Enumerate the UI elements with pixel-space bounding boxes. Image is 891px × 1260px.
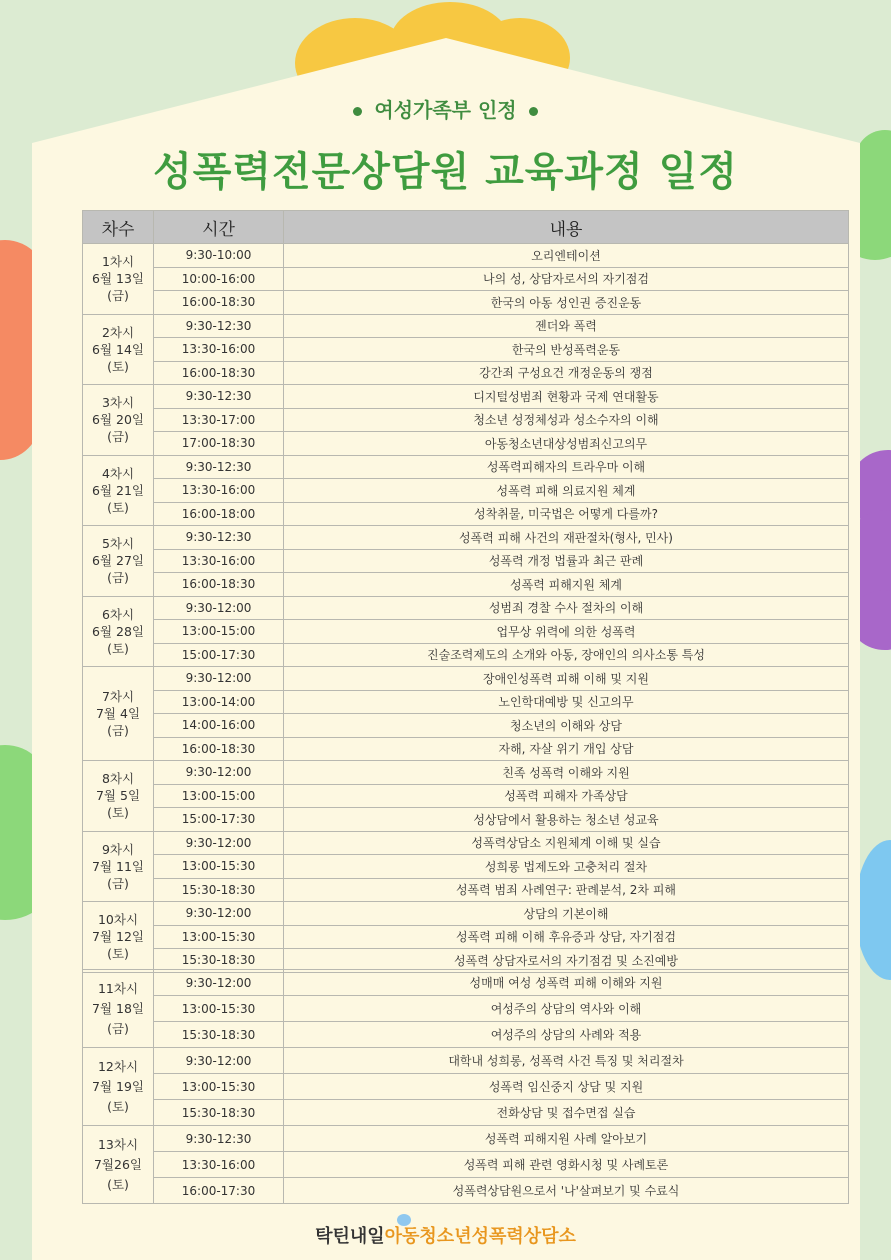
time-cell: 9:30-12:30 <box>154 1126 284 1152</box>
table-row <box>83 761 849 785</box>
session-name: 9차시 <box>101 841 135 857</box>
table-row <box>83 479 849 503</box>
time-cell: 13:30-16:00 <box>154 1152 284 1178</box>
session-day: (토) <box>107 1176 129 1192</box>
table-row <box>83 878 849 902</box>
table-row <box>83 291 849 315</box>
content-cell: 디지털성범죄 현황과 국제 연대활동 <box>284 385 849 409</box>
content-cell: 성폭력 피해지원 사례 알아보기 <box>284 1126 849 1152</box>
content-cell: 아동청소년대상성범죄신고의무 <box>284 432 849 456</box>
session-cell <box>83 667 154 761</box>
content-cell: 성매매 여성 성폭력 피해 이해와 지원 <box>284 970 849 996</box>
session-cell <box>83 1048 154 1126</box>
session-cell <box>83 902 154 973</box>
table-row <box>83 573 849 597</box>
table-row <box>83 314 849 338</box>
content-cell: 장애인성폭력 피해 이해 및 지원 <box>284 667 849 691</box>
table-row <box>83 385 849 409</box>
session-name: 4차시 <box>101 465 135 481</box>
header-time: 시간 <box>154 211 284 244</box>
session-name: 12차시 <box>97 1058 139 1074</box>
table-row <box>83 784 849 808</box>
content-cell: 여성주의 상담의 사례와 적용 <box>284 1022 849 1048</box>
table-row <box>83 643 849 667</box>
session-date: 7월 19일 <box>92 1078 144 1094</box>
session-day: (금) <box>107 723 129 738</box>
content-cell: 성착취물, 미국법은 어떻게 다를까? <box>284 502 849 526</box>
session-cell <box>83 244 154 315</box>
session-day: (금) <box>107 570 129 586</box>
session-day: (토) <box>107 358 129 374</box>
table-row <box>83 925 849 949</box>
content-cell: 전화상담 및 접수면접 실습 <box>284 1100 849 1126</box>
session-name: 3차시 <box>101 395 135 411</box>
session-name: 6차시 <box>101 606 135 622</box>
session-date: 6월 28일 <box>92 623 144 639</box>
table-row <box>83 831 849 855</box>
logo-mark-icon <box>397 1214 411 1226</box>
content-cell: 성폭력상담원으로서 '나'살펴보기 및 수료식 <box>284 1178 849 1204</box>
header-content: 내용 <box>284 211 849 244</box>
table-row <box>83 1126 849 1152</box>
content-cell: 성폭력 범죄 사례연구: 판례분석, 2차 피해 <box>284 878 849 902</box>
time-cell: 13:30-16:00 <box>154 338 284 362</box>
time-cell: 9:30-12:00 <box>154 831 284 855</box>
time-cell: 9:30-12:00 <box>154 902 284 926</box>
session-day: (금) <box>107 288 129 304</box>
time-cell: 13:00-15:00 <box>154 784 284 808</box>
time-cell: 17:00-18:30 <box>154 432 284 456</box>
session-day: (토) <box>107 499 129 515</box>
table-row <box>83 714 849 738</box>
content-cell: 한국의 반성폭력운동 <box>284 338 849 362</box>
content-cell: 성폭력 피해지원 체계 <box>284 573 849 597</box>
content-cell: 여성주의 상담의 역사와 이해 <box>284 996 849 1022</box>
time-cell: 9:30-12:30 <box>154 526 284 550</box>
logo-text-part2: 아동청소년성폭력상담소 <box>384 1226 576 1247</box>
time-cell: 13:30-16:00 <box>154 479 284 503</box>
logo-text-part1: 탁틴내일 <box>315 1226 385 1247</box>
session-date: 6월 13일 <box>92 271 144 287</box>
time-cell: 9:30-12:00 <box>154 761 284 785</box>
header-session: 차수 <box>83 211 154 244</box>
session-date: 6월 20일 <box>92 412 144 428</box>
session-date: 6월 27일 <box>92 553 144 569</box>
content-cell: 상담의 기본이해 <box>284 902 849 926</box>
content-cell: 업무상 위력에 의한 성폭력 <box>284 620 849 644</box>
time-cell: 9:30-12:30 <box>154 455 284 479</box>
session-day: (토) <box>107 640 129 656</box>
time-cell: 14:00-16:00 <box>154 714 284 738</box>
session-cell <box>83 970 154 1048</box>
session-day: (금) <box>107 1020 129 1036</box>
time-cell: 15:30-18:30 <box>154 1022 284 1048</box>
session-name: 8차시 <box>101 771 135 787</box>
table-row <box>83 1152 849 1178</box>
time-cell: 13:00-15:00 <box>154 620 284 644</box>
content-cell: 성상담에서 활용하는 청소년 성교육 <box>284 808 849 832</box>
session-day: (토) <box>107 1098 129 1114</box>
table-row <box>83 361 849 385</box>
table-row <box>83 338 849 362</box>
session-cell <box>83 314 154 385</box>
table-row <box>83 996 849 1022</box>
time-cell: 13:00-14:00 <box>154 690 284 714</box>
table-row <box>83 267 849 291</box>
content-cell: 한국의 아동 성인권 증진운동 <box>284 291 849 315</box>
time-cell: 15:30-18:30 <box>154 878 284 902</box>
content-cell: 성폭력 피해 사건의 재판절차(형사, 민사) <box>284 526 849 550</box>
session-date: 7월 18일 <box>92 1000 144 1016</box>
time-cell: 16:00-18:30 <box>154 573 284 597</box>
session-cell <box>83 1126 154 1204</box>
content-cell: 오리엔테이션 <box>284 244 849 268</box>
session-day: (토) <box>107 805 129 821</box>
content-cell: 나의 성, 상담자로서의 자기점검 <box>284 267 849 291</box>
session-cell <box>83 761 154 832</box>
content-cell: 노인학대예방 및 신고의무 <box>284 690 849 714</box>
table-row <box>83 902 849 926</box>
content-cell: 자해, 자살 위기 개입 상담 <box>284 737 849 761</box>
content-cell: 강간죄 구성요건 개정운동의 쟁점 <box>284 361 849 385</box>
subtitle <box>0 94 891 123</box>
time-cell: 15:30-18:30 <box>154 949 284 973</box>
content-cell: 성폭력 상담자로서의 자기점검 및 소진예방 <box>284 949 849 973</box>
table-row <box>83 408 849 432</box>
time-cell: 13:00-15:30 <box>154 1074 284 1100</box>
content-cell: 대학내 성희롱, 성폭력 사건 특징 및 처리절차 <box>284 1048 849 1074</box>
session-cell <box>83 385 154 456</box>
organization-logo <box>0 1222 891 1248</box>
time-cell: 9:30-12:00 <box>154 1048 284 1074</box>
time-cell: 9:30-12:00 <box>154 596 284 620</box>
session-name: 2차시 <box>101 324 135 340</box>
blue-flower-decoration <box>855 840 891 980</box>
time-cell: 9:30-12:30 <box>154 385 284 409</box>
content-cell: 청소년의 이해와 상담 <box>284 714 849 738</box>
session-name: 1차시 <box>101 254 135 270</box>
subtitle-text: 여성가족부 인정 <box>374 98 517 122</box>
session-cell <box>83 526 154 597</box>
bullet-icon <box>353 107 362 116</box>
table-row <box>83 596 849 620</box>
table-row <box>83 1178 849 1204</box>
table-row <box>83 1074 849 1100</box>
table-row <box>83 690 849 714</box>
table-row <box>83 855 849 879</box>
session-date: 7월 12일 <box>92 929 144 945</box>
session-cell <box>83 831 154 902</box>
time-cell: 9:30-10:00 <box>154 244 284 268</box>
session-name: 11차시 <box>97 980 139 996</box>
time-cell: 15:30-18:30 <box>154 1100 284 1126</box>
table-row <box>83 432 849 456</box>
time-cell: 16:00-18:30 <box>154 291 284 315</box>
table-row <box>83 737 849 761</box>
session-date: 7월26일 <box>93 1156 142 1172</box>
table-row <box>83 244 849 268</box>
content-cell: 성폭력 피해자 가족상담 <box>284 784 849 808</box>
session-name: 5차시 <box>101 536 135 552</box>
time-cell: 10:00-16:00 <box>154 267 284 291</box>
content-cell: 청소년 성정체성과 성소수자의 이해 <box>284 408 849 432</box>
table-header-row <box>83 211 849 244</box>
session-cell <box>83 596 154 667</box>
content-cell: 성폭력 피해 이해 후유증과 상담, 자기점검 <box>284 925 849 949</box>
time-cell: 16:00-18:30 <box>154 737 284 761</box>
bullet-icon <box>529 107 538 116</box>
content-cell: 성폭력 개정 법률과 최근 판례 <box>284 549 849 573</box>
content-cell: 친족 성폭력 이해와 지원 <box>284 761 849 785</box>
page-title: 성폭력전문상담원 교육과정 일정 <box>153 149 738 195</box>
session-name: 10차시 <box>97 912 139 928</box>
time-cell: 16:00-18:30 <box>154 361 284 385</box>
table-row <box>83 970 849 996</box>
session-date: 6월 14일 <box>92 341 144 357</box>
session-date: 7월 11일 <box>92 858 144 874</box>
time-cell: 13:30-16:00 <box>154 549 284 573</box>
schedule-table-bottom <box>82 969 849 1204</box>
time-cell: 9:30-12:30 <box>154 314 284 338</box>
session-date: 7월 4일 <box>95 706 141 721</box>
schedule-table-top <box>82 210 849 973</box>
content-cell: 성범죄 경찰 수사 절차의 이해 <box>284 596 849 620</box>
session-date: 6월 21일 <box>92 482 144 498</box>
content-cell: 성폭력피해자의 트라우마 이해 <box>284 455 849 479</box>
time-cell: 16:00-17:30 <box>154 1178 284 1204</box>
table-row <box>83 1022 849 1048</box>
time-cell: 13:30-17:00 <box>154 408 284 432</box>
table-row <box>83 502 849 526</box>
table-row <box>83 526 849 550</box>
table-row <box>83 667 849 691</box>
table-row <box>83 455 849 479</box>
time-cell: 16:00-18:00 <box>154 502 284 526</box>
session-day: (금) <box>107 429 129 445</box>
content-cell: 젠더와 폭력 <box>284 314 849 338</box>
session-day: (금) <box>107 875 129 891</box>
content-cell: 성폭력상담소 지원체계 이해 및 실습 <box>284 831 849 855</box>
session-name: 7차시 <box>101 689 135 704</box>
session-date: 7월 5일 <box>95 788 141 804</box>
content-cell: 진술조력제도의 소개와 아동, 장애인의 의사소통 특성 <box>284 643 849 667</box>
table-row <box>83 1048 849 1074</box>
content-cell: 성폭력 임신중지 상담 및 지원 <box>284 1074 849 1100</box>
time-cell: 13:00-15:30 <box>154 925 284 949</box>
session-cell <box>83 455 154 526</box>
time-cell: 13:00-15:30 <box>154 855 284 879</box>
content-cell: 성폭력 피해 관련 영화시청 및 사례토론 <box>284 1152 849 1178</box>
time-cell: 13:00-15:30 <box>154 996 284 1022</box>
content-cell: 성폭력 피해 의료지원 체계 <box>284 479 849 503</box>
session-day: (토) <box>107 946 129 962</box>
session-name: 13차시 <box>97 1136 139 1152</box>
time-cell: 9:30-12:00 <box>154 667 284 691</box>
time-cell: 9:30-12:00 <box>154 970 284 996</box>
table-row <box>83 808 849 832</box>
time-cell: 15:00-17:30 <box>154 643 284 667</box>
table-row <box>83 549 849 573</box>
table-row <box>83 1100 849 1126</box>
table-row <box>83 620 849 644</box>
time-cell: 15:00-17:30 <box>154 808 284 832</box>
content-cell: 성희롱 법제도와 고충처리 절차 <box>284 855 849 879</box>
